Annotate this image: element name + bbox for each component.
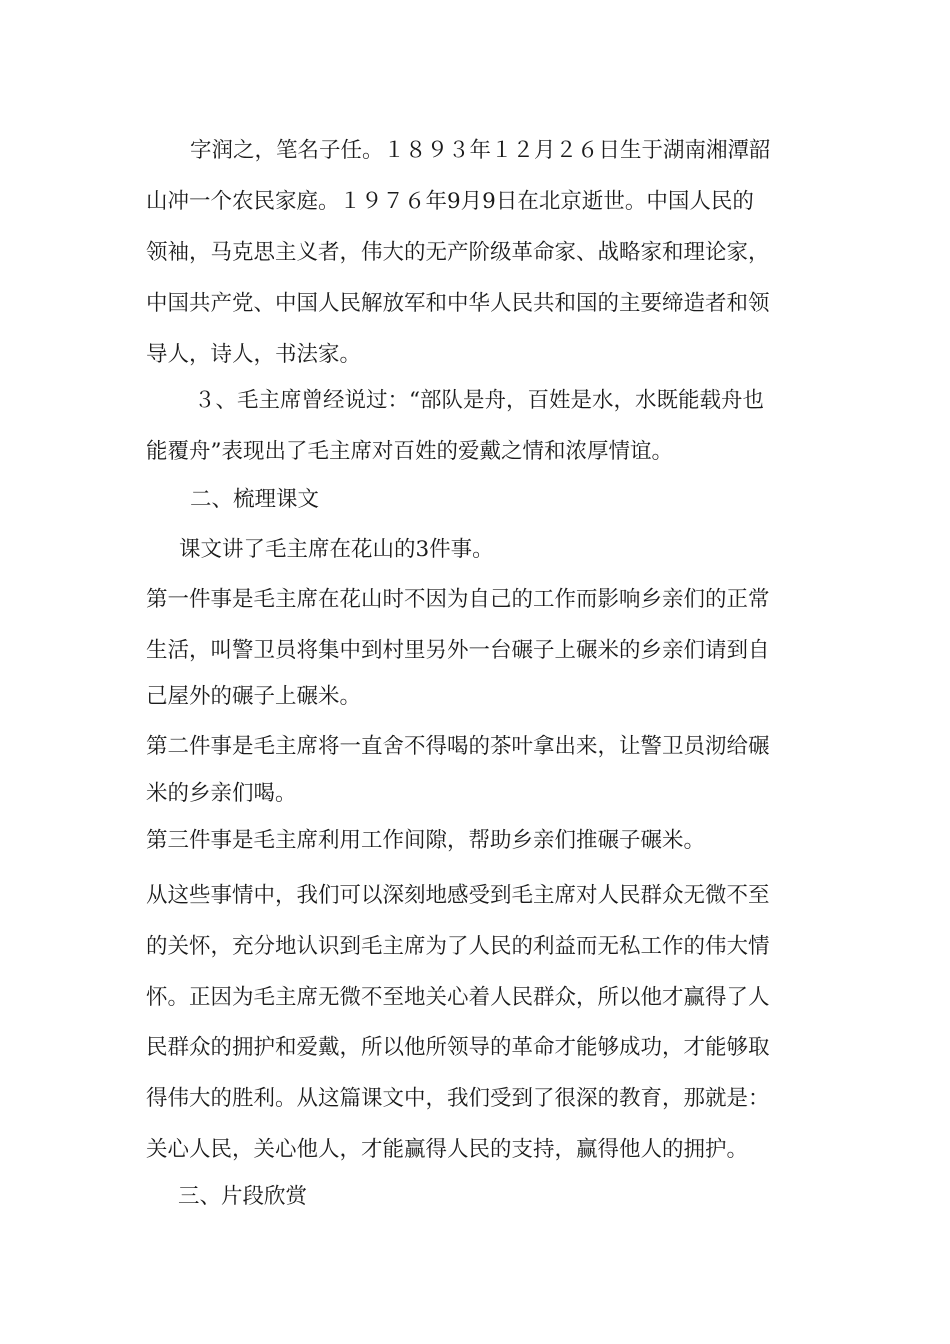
text-line: 己屋外的碾子上碾米。 <box>146 684 362 709</box>
text-line: 中国共产党、中国人民解放军和中华人民共和国的主要缔造者和领 <box>146 291 770 316</box>
text-line: 导人，诗人，书法家。 <box>146 342 362 367</box>
text-line: 生活，叫警卫员将集中到村里另外一台碾子上碾米的乡亲们请到自 <box>146 638 770 663</box>
text-line: 得伟大的胜利。从这篇课文中，我们受到了很深的教育，那就是： <box>146 1086 770 1111</box>
text-line: 民群众的拥护和爱戴，所以他所领导的革命才能够成功，才能够取 <box>146 1035 770 1060</box>
text-line: 怀。正因为毛主席无微不至地关心着人民群众，所以他才赢得了人 <box>146 985 770 1010</box>
text-line: 字润之，笔名子任。１８９３年１２月２６日生于湖南湘潭韶 <box>190 138 771 163</box>
text-line: 课文讲了毛主席在花山的3件事。 <box>179 537 494 562</box>
text-line: ３、毛主席曾经说过：“部队是舟，百姓是水，水既能载舟也 <box>194 388 764 413</box>
text-line: 从这些事情中，我们可以深刻地感受到毛主席对人民群众无微不至 <box>146 883 770 908</box>
text-line: 第二件事是毛主席将一直舍不得喝的茶叶拿出来，让警卫员沏给碾 <box>146 734 770 759</box>
text-line: 关心人民，关心他人，才能赢得人民的支持，赢得他人的拥护。 <box>146 1137 749 1162</box>
text-line: 米的乡亲们喝。 <box>146 781 297 806</box>
text-line: 能覆舟”表现出了毛主席对百姓的爱戴之情和浓厚情谊。 <box>146 439 673 464</box>
text-line: 第三件事是毛主席利用工作间隙，帮助乡亲们推碾子碾米。 <box>146 828 706 853</box>
text-line: 第一件事是毛主席在花山时不因为自己的工作而影响乡亲们的正常 <box>146 587 770 612</box>
text-line: 山冲一个农民家庭。１９７６年9月9日在北京逝世。中国人民的 <box>146 189 754 214</box>
section-heading: 三、片段欣赏 <box>178 1184 308 1209</box>
text-line: 领袖，马克思主义者，伟大的无产阶级革命家、战略家和理论家， <box>146 240 770 265</box>
section-heading: 二、梳理课文 <box>190 487 320 512</box>
text-line: 的关怀，充分地认识到毛主席为了人民的利益而无私工作的伟大情 <box>146 934 770 959</box>
